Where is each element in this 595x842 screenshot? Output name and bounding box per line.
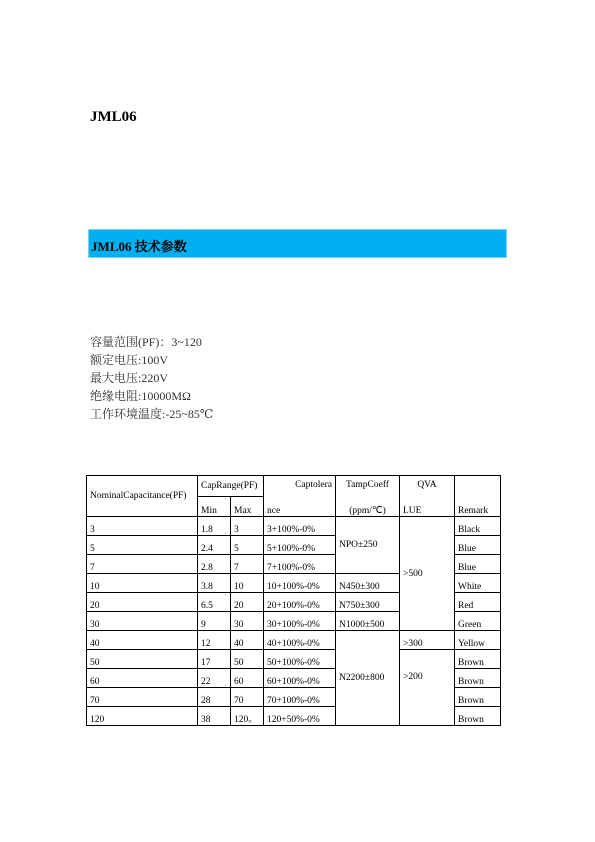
header-captolerance-top: Captolera [295, 480, 332, 490]
header-tampcoeff-top: TampCoeff [346, 480, 389, 490]
header-min: Min [198, 496, 231, 517]
spec-max-voltage: 最大电压:220V [90, 371, 169, 385]
page-title: JML06 [90, 109, 137, 125]
header-qvalue [400, 476, 455, 517]
cell-nominal: 70 [87, 688, 198, 707]
cell-max: 10 [231, 574, 264, 593]
cell-tampcoeff: N2200±800 [336, 631, 400, 726]
cell-nominal: 10 [87, 574, 198, 593]
section-banner [88, 229, 507, 258]
cell-max: 40 [231, 631, 264, 650]
cell-max: 3 [231, 517, 264, 536]
cell-max: 60 [231, 669, 264, 688]
cell-tampcoeff: NPO±250 [336, 517, 400, 574]
cell-remark: Red [455, 593, 501, 612]
cell-max: 50 [231, 650, 264, 669]
cell-max: 30 [231, 612, 264, 631]
cell-tolerance: 30+100%-0% [264, 612, 336, 631]
cell-tolerance: 50+100%-0% [264, 650, 336, 669]
cell-remark: Black [455, 517, 501, 536]
cell-remark: Brown [455, 669, 501, 688]
cell-min: 12 [198, 631, 231, 650]
cell-tampcoeff: N750±300 [336, 593, 400, 612]
cell-remark: Brown [455, 707, 501, 726]
spec-capacitance-range: 容量范围(PF)：3~120 [90, 335, 202, 349]
header-captolerance [264, 476, 336, 517]
header-captolerance-bottom: nce [267, 506, 281, 516]
cell-nominal: 60 [87, 669, 198, 688]
cell-remark: Blue [455, 555, 501, 574]
spec-list [90, 333, 213, 423]
cell-nominal: 3 [87, 517, 198, 536]
cell-tolerance: 40+100%-0% [264, 631, 336, 650]
cell-min: 1.8 [198, 517, 231, 536]
cell-max: 5 [231, 536, 264, 555]
cell-max: 7 [231, 555, 264, 574]
cell-min: 17 [198, 650, 231, 669]
cell-nominal: 7 [87, 555, 198, 574]
header-nominal: NominalCapacitance(PF) [87, 476, 198, 517]
cell-min: 3.8 [198, 574, 231, 593]
header-tampcoeff [336, 476, 400, 517]
cell-tolerance: 20+100%-0% [264, 593, 336, 612]
header-tampcoeff-bottom: (ppm/℃) [349, 506, 386, 516]
table-row [87, 631, 501, 650]
cell-nominal: 30 [87, 612, 198, 631]
spec-insulation-resistance: 绝缘电阻:10000MΩ [90, 389, 191, 403]
header-qvalue-top: QVA [417, 480, 437, 490]
spec-rated-voltage: 额定电压:100V [90, 353, 169, 367]
cell-tolerance: 10+100%-0% [264, 574, 336, 593]
spec-table [86, 475, 501, 726]
header-caprange: CapRange(PF) [198, 476, 264, 497]
header-max: Max [231, 496, 264, 517]
cell-tolerance: 7+100%-0% [264, 555, 336, 574]
cell-remark: Green [455, 612, 501, 631]
section-heading: JML06 技术参数 [91, 239, 187, 254]
cell-nominal: 40 [87, 631, 198, 650]
cell-remark: Blue [455, 536, 501, 555]
cell-min: 38 [198, 707, 231, 726]
cell-qvalue: >500 [400, 517, 455, 631]
cell-nominal: 50 [87, 650, 198, 669]
cell-qvalue: >300 [400, 631, 455, 650]
cell-min: 28 [198, 688, 231, 707]
cell-tampcoeff: N450±300 [336, 574, 400, 593]
cell-remark: Brown [455, 688, 501, 707]
cell-min: 9 [198, 612, 231, 631]
cell-min: 2.8 [198, 555, 231, 574]
cell-max: 20 [231, 593, 264, 612]
cell-tolerance: 3+100%-0% [264, 517, 336, 536]
cell-tolerance: 5+100%-0% [264, 536, 336, 555]
header-remark: Remark [455, 476, 501, 517]
cell-max: 120。 [231, 707, 264, 726]
cell-min: 22 [198, 669, 231, 688]
spec-operating-temperature: 工作环境温度:-25~85℃ [90, 407, 214, 421]
cell-nominal: 5 [87, 536, 198, 555]
table-row [87, 517, 501, 536]
cell-tolerance: 120+50%-0% [264, 707, 336, 726]
cell-remark: Yellow [455, 631, 501, 650]
cell-remark: Brown [455, 650, 501, 669]
cell-max: 70 [231, 688, 264, 707]
cell-tolerance: 70+100%-0% [264, 688, 336, 707]
cell-qvalue: >200 [400, 650, 455, 726]
cell-tolerance: 60+100%-0% [264, 669, 336, 688]
cell-min: 6.5 [198, 593, 231, 612]
cell-min: 2.4 [198, 536, 231, 555]
cell-nominal: 20 [87, 593, 198, 612]
cell-nominal: 120 [87, 707, 198, 726]
cell-remark: White [455, 574, 501, 593]
cell-tampcoeff: N1000±500 [336, 612, 400, 631]
header-qvalue-bottom: LUE [403, 506, 422, 516]
table-row [87, 650, 501, 669]
